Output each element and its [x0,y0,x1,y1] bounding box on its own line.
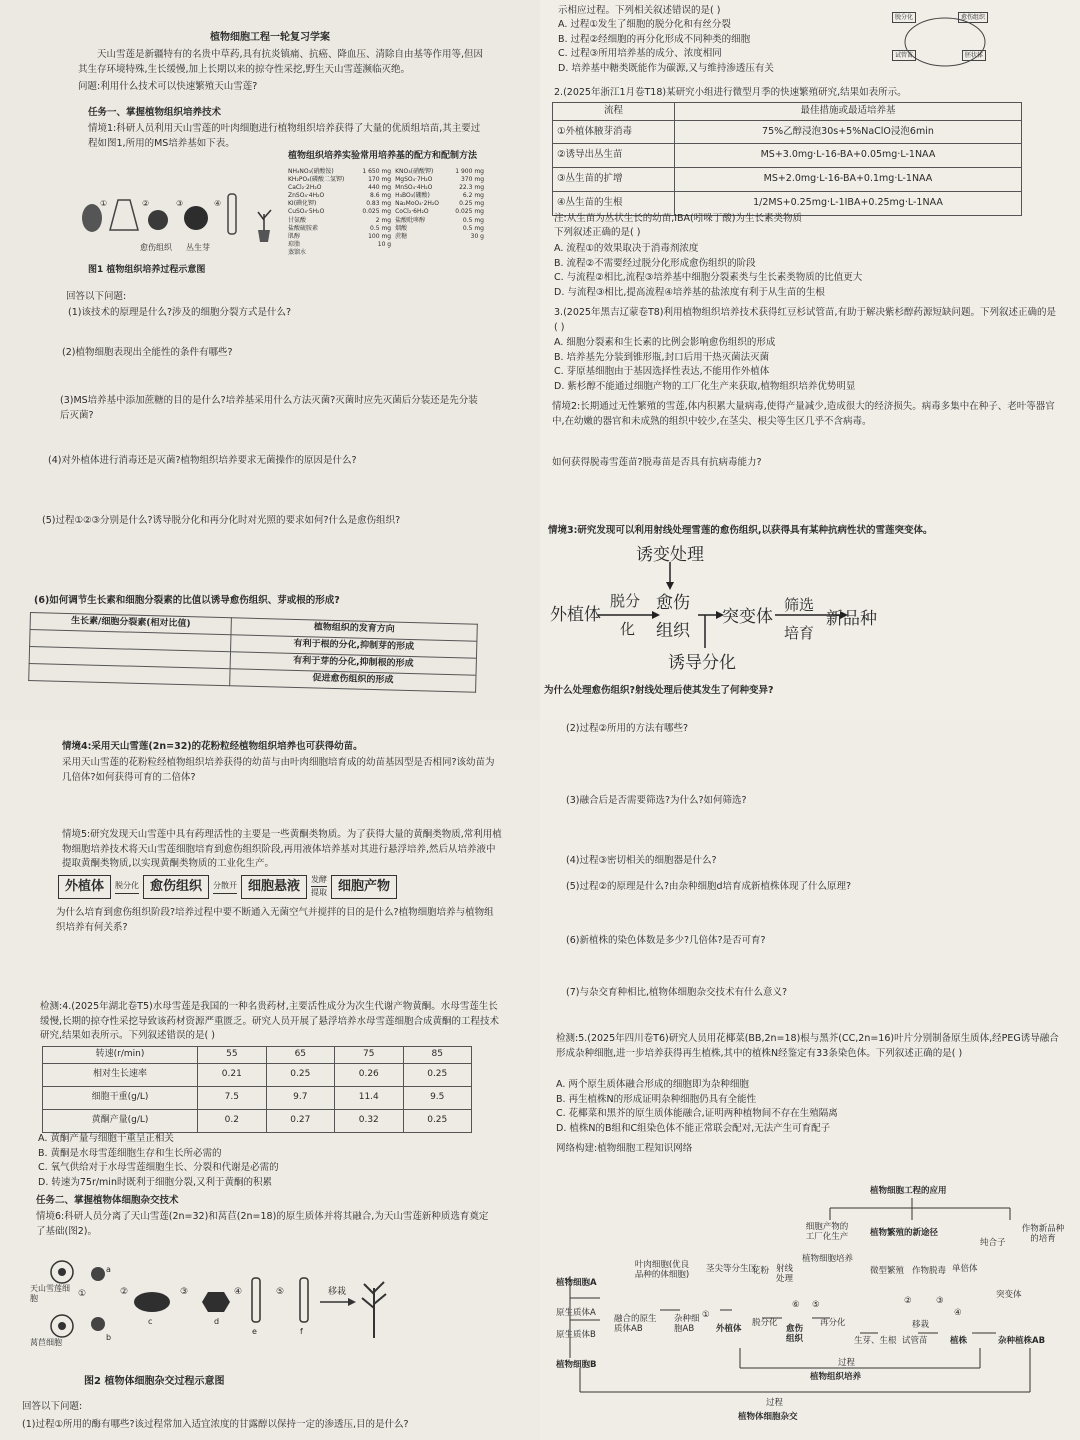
pot-plant-icon [258,230,270,242]
net-bud-root: 生芽、生根 [854,1336,897,1346]
fig2-step3: ③ [180,1287,189,1297]
option-c: C. 芽原基细胞由于基因选择性表达,不能用作外植体 [554,366,770,378]
net-detox: 作物脱毒 [912,1266,947,1276]
ms-cell: KH₂PO₄(磷酸二氢钾) [288,176,345,184]
net-seedling: 试管苗 [902,1336,928,1346]
lettuce-cell-label: 莴苣细胞 [30,1338,62,1347]
option-c: C. 氧气供给对于水母雪莲细胞生长、分裂和代谢是必需的 [38,1162,279,1174]
question-7: (7)与杂交育种相比,植物体细胞杂交技术有什么意义? [566,987,788,998]
situation2-question: 如何获得脱毒雪莲苗?脱毒苗是否具有抗病毒能力? [552,457,762,468]
net-ray: 射线处理 [776,1264,794,1285]
table-row [286,176,486,184]
fig2-step2: ② [120,1287,129,1297]
net-application: 植物细胞工程的应用 [870,1186,947,1196]
knowledge-network [540,1168,1080,1440]
situation5-text: 情境5:研究发现天山雪莲中具有药理活性的主要是一些黄酮类物质。为了获得大量的黄酮类物质,常利用植物细胞培养技术将天山雪莲细胞培育到愈伤组织阶段,再用液体培养基对其进行悬浮培养,然后从培养液中提取黄酮类物质,以实现黄酮类物质的工业化生产。 [62,829,502,870]
ms-cell: 8.6 mg [370,192,392,200]
ms-cell: 蒸馏水 [288,248,307,256]
q5-stem: 检测:5.(2025年四川卷T6)研究人员用花椰菜(BB,2n=18)根与黑芥(CC,2n=16)叶片分别制备原生质体,经PEG诱导融合形成杂种细胞,进一步培养获得再生植株,其中的植株N经鉴定有33条染色体。下列叙述正确的是( ) [556,1033,1059,1059]
figure1 [78,180,288,280]
flow-step-disperse: 分散开 [213,880,237,893]
flask-icon [110,200,138,230]
page-top-right [540,0,1080,720]
network-connectors [540,1168,1080,1440]
screen-label-2: 培育 [784,624,815,642]
question-3: (3)MS培养基中添加蔗糖的目的是什么?培养基采用什么方法灭菌?灭菌时应先灭菌后分装还是先分装后灭菌? [60,395,478,421]
speed-header: 转速(r/min) [43,1047,198,1064]
question-5: (5)过程②的原理是什么?由杂种细胞d培育成新植株体现了什么原理? [566,881,852,892]
question-1: (1)过程①所用的酶有哪些?该过程常加入适宜浓度的甘露醇以保持一定的渗透压,目的是什么? [22,1419,409,1430]
ms-cell: 烟酸 [395,224,408,232]
callus-label-2: 组织 [656,621,690,641]
table-row [286,217,486,225]
figure2-illustration [30,1248,470,1358]
snow-lotus-cell-label: 天山雪莲细胞 [30,1284,70,1303]
suspension-flow [58,874,397,900]
net-hybrid-plant: 杂种植株AB [998,1336,1046,1346]
ms-cell: 0.83 mg [366,200,392,208]
ms-cell: Na₂MoO₄·2H₂O [395,200,440,208]
fig1-step1: ① [100,199,108,208]
ms-cell: 0.5 mg [462,216,484,224]
question-6: (6)新植株的染色体数是多少?几倍体?是否可育? [566,935,766,946]
option-b: B. 流程②不需要经过脱分化形成愈伤组织的阶段 [554,257,756,269]
dediff-label-2: 化 [620,620,636,638]
test-tube-icon [228,194,236,234]
ms-cell: 1 650 mg [362,168,392,175]
option-b: B. 培养基先分装到锥形瓶,封口后用干热灭菌法灭菌 [554,351,770,363]
situation3-question: 为什么处理愈伤组织?射线处理后使其发生了何种变异? [544,685,774,696]
ms-cell: 蔗糖 [395,232,408,240]
flow-step-dediff: 脱分化 [115,880,139,893]
test-tube-e-icon [252,1278,260,1322]
net-breeding: 作物新品种的培育 [1021,1224,1065,1245]
fig1-step4: ④ [214,199,222,208]
network-title: 网络构建:植物细胞工程知识网络 [556,1143,693,1154]
option-a: A. 黄酮产量与细胞干重呈正相关 [38,1133,174,1144]
q4-options [38,1132,498,1191]
net-mutant: 突变体 [996,1290,1022,1300]
table-row [286,241,486,249]
option-b: B. 过程②经细胞的再分化形成不同种类的细胞 [558,33,751,45]
net-plant: 植株 [950,1336,968,1346]
situation2-text: 情境2:长期通过无性繁殖的雪莲,体内积累大量病毒,使得产量减少,造成很大的经济损失。病毒多集中在种子、老叶等器官中,在幼嫩的器官和未成熟的组织中较少,在茎尖、根尖等生区几乎不含病毒。 [552,401,1055,427]
ms-table [286,168,486,257]
ms-table-title: 植物组织培养实验常用培养基的配方和配制方法 [288,151,478,161]
table-row [286,249,486,257]
net-pure: 纯合子 [980,1238,1006,1248]
net-num-6: ⑥ [792,1300,800,1310]
net-protoplast-a: 原生质体A [556,1308,596,1318]
table-row: 黄酮产量(g/L) 0.2 0.27 0.32 0.25 [43,1109,472,1132]
fig1-step2: ② [142,199,150,208]
flow-explant: 外植体 [58,875,111,899]
table-row: ③丛生苗的扩增 MS+2.0mg·L-16-BA+0.1mg·L-1NAA [553,168,1022,192]
q2-ask: 下列叙述正确的是( ) [554,227,641,238]
q2-stem: 2.(2025年浙江1月卷T18)某研究小组进行微型月季的快速繁殖研究,结果如表所示。 [554,87,907,98]
screen-label-1: 筛选 [784,596,815,614]
ms-cell: NH₄NO₃(硝酸铵) [288,168,334,175]
option-c: C. 花椰菜和黑芥的原生质体能融合,证明两种植物间不存在生殖隔离 [556,1108,838,1120]
ms-cell: H₃BO₃(硼酸) [395,192,430,200]
callus-icon [148,210,168,230]
protoplast-b-icon [91,1317,105,1331]
option-c: C. 过程③所用培养基的成分、浓度相同 [558,48,722,60]
mutagen-label: 诱变处理 [636,545,704,565]
option-a: A. 两个原生质体融合形成的细胞即为杂种细胞 [556,1079,749,1090]
rose-table-header-1: 流程 [553,103,675,121]
cycle-label-3: 试管苗 [892,50,916,61]
question-3: (3)融合后是否需要筛选?为什么?如何筛选? [566,795,747,806]
fig2-transplant: 移栽 [328,1287,347,1297]
net-dediff: 脱分化 [752,1318,778,1328]
cycle-label-4: 胚状体 [962,50,986,61]
ms-cell: 100 mg [368,232,392,240]
ms-cell: 琼脂 [288,240,301,248]
induce-label: 诱导分化 [668,653,736,673]
fig2-caption: 图2 植物体细胞杂交过程示意图 [84,1376,225,1387]
ms-table-grid [286,168,486,257]
question-2: (2)植物细胞表现出全能性的条件有哪些? [62,347,233,358]
net-callus: 愈伤组织 [786,1324,804,1345]
net-process-1: 过程 [838,1358,856,1368]
option-d: D. 植株N的B组和C组染色体不能正常联会配对,无法产生可育配子 [556,1123,831,1135]
page-title: 植物细胞工程一轮复习学案 [210,32,330,43]
net-num-2: ② [904,1296,912,1306]
ms-cell [393,249,448,257]
cycle-label-2: 愈伤组织 [958,12,988,23]
q4-stem: 检测:4.(2025年湖北卷T5)水母雪莲是我国的一种名贵药材,主要活性成分为次生代谢产物黄酮。水母雪莲生长缓慢,长期的掠夺性采挖导致该药材资源严重匮乏。研究人员开展了悬浮培养水母雪莲细胞合成黄酮的工程技术研究,结果如表所示。下列叙述错误的是( ) [40,1001,500,1042]
mutation-flow-diagram [540,540,1080,680]
question-4: (4)过程③密切相关的细胞器是什么? [566,855,717,866]
net-cell-culture: 植物细胞培养 [802,1254,854,1264]
fig2-a: a [106,1265,111,1274]
table-row: 有利于根的分化,抑制芽的形成 [30,629,477,658]
q2-options [554,242,1054,301]
net-cell-a: 植物细胞A [556,1278,597,1288]
table-row [286,233,486,241]
net-cell-b: 植物细胞B [556,1360,597,1370]
ms-cell: CuSO₄·5H₂O [288,208,325,216]
net-protoplast-b: 原生质体B [556,1330,596,1340]
cycle-diagram [880,6,1010,76]
new-variety-label: 新品种 [826,609,877,629]
ratio-table-header-2: 植物组织的发育方向 [231,618,477,641]
intro-question: 问题:利用什么技术可以快速繁殖天山雪莲? [78,81,258,92]
ms-cell: MgSO₄·7H₂O [395,176,433,184]
answer-prompt: 回答以下问题: [66,291,127,302]
ms-cell: 肌醇 [288,232,301,240]
net-transplant: 移栽 [912,1320,930,1330]
net-process-2: 过程 [766,1398,784,1408]
ms-cell: 0.5 mg [370,224,392,232]
hybrid-cell-icon [202,1292,230,1312]
option-a: A. 细胞分裂素和生长素的比例会影响愈伤组织的形成 [554,337,776,348]
option-d: D. 转速为75r/min时既利于细胞分裂,又利于黄酮的积累 [38,1177,272,1189]
dediff-label-1: 脱分 [610,592,641,610]
net-leaf: 叶肉细胞(优良品种的体细胞) [634,1260,690,1281]
ms-cell: 30 g [470,232,484,240]
question-2: (2)过程②所用的方法有哪些? [566,723,689,734]
auxin-ratio-table [28,612,478,692]
question-5: (5)过程①②③分别是什么?诱导脱分化和再分化时对光照的要求如何?什么是愈伤组织? [42,515,401,526]
ms-cell: CoCl₂·6H₂O [395,208,429,216]
net-hybrid: 杂种细胞AB [674,1314,700,1335]
fig1-bud-label: 丛生芽 [186,243,210,252]
situation4-question: 采用天山雪莲的花粉粒经植物组织培养获得的幼苗与由叶肉细胞培育成的幼苗基因型是否相同?该幼苗为几倍体?如何获得可育的二倍体? [62,757,495,783]
explant-label: 外植体 [550,605,601,625]
question-4: (4)对外植体进行消毒还是灭菌?植物组织培养要求无菌操作的原因是什么? [48,455,357,466]
situation4-text: 情境4:采用天山雪莲(2n=32)的花粉粒经植物组织培养也可获得幼苗。 [62,741,363,752]
net-num-5: ⑤ [812,1300,820,1310]
cycle-label-1: 脱分化 [892,12,916,23]
answer-prompt: 回答以下问题: [22,1401,83,1412]
page-top-left [0,0,540,720]
ms-cell [448,249,486,257]
table-row [286,192,486,200]
q2-note: 注:从生苗为丛状生长的幼苗,IBA(吲哚丁酸)为生长素类物质 [554,213,802,224]
ms-cell: 1 900 mg [455,168,484,175]
net-haploid: 单倍体 [952,1264,978,1274]
fig2-d: d [214,1317,220,1326]
fig2-step4: ④ [234,1287,243,1297]
q1-stem-tail: 示相应过程。下列相关叙述错误的是( ) [558,5,721,16]
rose-table [552,102,1022,216]
net-micro: 微型繁殖 [870,1266,905,1276]
fig2-step1: ① [78,1289,87,1299]
situation5-question: 为什么培育到愈伤组织阶段?培养过程中要不断通入无菌空气并搅拌的目的是什么?植物细胞培养与植物组织培养有何关系? [56,907,494,933]
question-6: (6)如何调节生长素和细胞分裂素的比值以诱导愈伤组织、芽或根的形成? [34,595,340,606]
net-num-1: ① [702,1310,710,1320]
net-fused: 融合的原生质体AB [614,1314,657,1335]
task1-heading: 任务一、掌握植物组织培养技术 [88,107,222,118]
net-num-4: ④ [954,1308,962,1318]
q5-options [556,1078,1061,1137]
situation3-text: 情境3:研究发现可以利用射线处理雪莲的愈伤组织,以获得具有某种抗病性状的雪莲突变体。 [548,525,933,536]
q3-stem: 3.(2025年黑吉辽蒙卷T8)利用植物组织培养技术获得红豆杉试管苗,有助于解决紫杉醇药源短缺问题。下列叙述正确的是( ) [554,307,1057,333]
table-row: ②诱导出丛生苗 MS+3.0mg·L-16-BA+0.05mg·L-1NAA [553,144,1022,168]
test-tube-f-icon [300,1278,308,1322]
ms-cell: KI(碘化钾) [288,200,317,208]
fused-protoplast-icon [134,1292,170,1312]
fig1-step3: ③ [176,199,184,208]
ms-cell: 0.25 mg [459,200,484,208]
situation1-text: 情境1:科研人员利用天山雪莲的叶肉细胞进行植物组织培养获得了大量的优质组培苗,其主要过程如图1,所用的MS培养基如下表。 [88,123,481,149]
ms-cell [393,241,448,249]
table-row: ④丛生苗的生根 1/2MS+0.25mg·L-1IBA+0.25mg·L-1NAA [553,191,1022,215]
net-meristem: 茎尖等分生区 [706,1264,758,1274]
net-somatic-hybridization: 植物体细胞杂交 [738,1412,798,1422]
ms-cell: 6.2 mg [462,192,484,200]
net-pollen: 花粉 [752,1266,770,1276]
net-tissue-culture: 植物组织培养 [810,1372,862,1382]
table-row: ①外植体腋芽消毒 75%乙醇浸泡30s+5%NaClO浸泡6min [553,120,1022,144]
option-c: C. 与流程②相比,流程③培养基中细胞分裂素类与生长素类物质的比值更大 [554,272,863,284]
ms-cell: 甘氨酸 [288,216,307,224]
option-b: B. 黄酮是水母雪莲细胞生存和生长所必需的 [38,1147,222,1159]
leaf-explant-icon [82,204,102,232]
q1-options [558,18,878,77]
bud-cluster-icon [184,206,208,230]
fig2-f: f [300,1327,303,1336]
ms-cell: 2 mg [375,216,392,224]
ms-cell: MnSO₄·4H₂O [395,184,433,192]
ms-cell: CaCl₂·2H₂O [288,184,322,192]
option-d: D. 紫杉醇不能通过细胞产物的工厂化生产来获取,植物组织培养优势明显 [554,381,856,393]
page-bottom-left [0,720,540,1440]
ratio-table-header-1: 生长素/细胞分裂素(相对比值) [30,613,232,635]
rotation-speed-table: 转速(r/min) 55 65 75 85 相对生长速率 0.21 0.25 0.26 0.25 细胞干重(g/L) 7.5 9.7 11.4 9.5 黄酮产量(g/L) 0.2 0.27 0.32 0.25 [42,1046,472,1133]
table-row: 相对生长速率 0.21 0.25 0.26 0.25 [43,1063,472,1086]
table-row [286,208,486,216]
option-a: A. 流程①的效果取决于消毒剂浓度 [554,243,699,254]
ms-cell: 22.3 mg [459,184,484,192]
net-explant: 外植体 [716,1324,742,1334]
ms-cell: 370 mg [460,176,484,184]
q3-options [554,336,1059,395]
ms-cell: 0.5 mg [462,224,484,232]
situation6-text: 情境6:科研人员分离了天山雪莲(2n=32)和莴苣(2n=18)的原生质体并将其融合,为天山雪莲新种质选育奠定了基础(图2)。 [36,1211,489,1237]
net-rediff: 再分化 [820,1318,846,1328]
flow-step-ferment: 发酵 提取 [311,874,327,900]
fig1-callus-label: 愈伤组织 [140,243,172,252]
ms-cell: 170 mg [368,176,392,184]
option-d: D. 培养基中糖类既能作为碳源,又与维持渗透压有关 [558,63,774,75]
regenerated-plant-icon [362,1282,386,1338]
ms-cell: 盐酸硫胺素 [288,224,319,232]
rose-table-header-2: 最佳措施或最适培养基 [674,103,1021,121]
option-a: A. 过程①发生了细胞的脱分化和有丝分裂 [558,19,731,30]
page-bottom-right [540,720,1080,1440]
ms-cell: 0.025 mg [362,208,392,216]
ms-cell [355,249,393,257]
ms-cell: 盐酸吡哆醇 [395,216,426,224]
table-row [286,200,486,208]
table-row [286,168,486,176]
net-num-3: ③ [936,1296,944,1306]
table-row [286,184,486,192]
intro-paragraph: 天山雪莲是新疆特有的名贵中草药,具有抗炎镇痛、抗癌、降血压、清除自由基等作用等,但因其生存环境特殊,生长缓慢,加上长期以来的掠夺性采挖,野生天山雪莲濒临灭绝。 [78,49,484,75]
net-new-way: 植物繁殖的新途径 [870,1228,939,1238]
net-factory: 细胞产物的工厂化生产 [805,1222,849,1243]
mutant-label: 突变体 [722,607,773,627]
ms-cell: ZnSO₄·4H₂O [288,192,325,200]
flow-suspension: 细胞悬液 [241,875,307,899]
ms-cell: 0.025 mg [455,208,484,216]
option-b: B. 再生植株N的形成证明杂种细胞仍具有全能性 [556,1093,757,1105]
fig2-b: b [106,1333,112,1342]
fig2-c: c [148,1317,153,1326]
fig2-e: e [252,1327,257,1336]
table-row: 细胞干重(g/L) 7.5 9.7 11.4 9.5 [43,1086,472,1109]
table-row [286,225,486,233]
fig1-caption: 图1 植物组织培养过程示意图 [88,265,206,275]
table-row: 有利于芽的分化,抑制根的形成 [29,646,476,675]
ms-cell: 440 mg [368,184,392,192]
protoplast-a-icon [91,1267,105,1281]
table-row: 促进愈伤组织的形成 [29,663,476,692]
ms-cell: KNO₃(硝酸钾) [395,168,434,175]
flow-callus: 愈伤组织 [143,875,209,899]
figure2 [30,1248,470,1368]
figure1-illustration [78,180,288,260]
flow-product: 细胞产物 [331,875,397,899]
option-d: D. 与流程③相比,提高流程④培养基的盐浓度有利于从生苗的生根 [554,287,825,299]
task2-heading: 任务二、掌握植物体细胞杂交技术 [36,1195,179,1206]
fig2-step5: ⑤ [276,1287,285,1297]
ms-cell: 10 g [377,240,392,248]
question-1: (1)该技术的原理是什么?涉及的细胞分裂方式是什么? [68,307,292,318]
callus-label-1: 愈伤 [656,593,690,613]
ms-cell [448,241,486,249]
